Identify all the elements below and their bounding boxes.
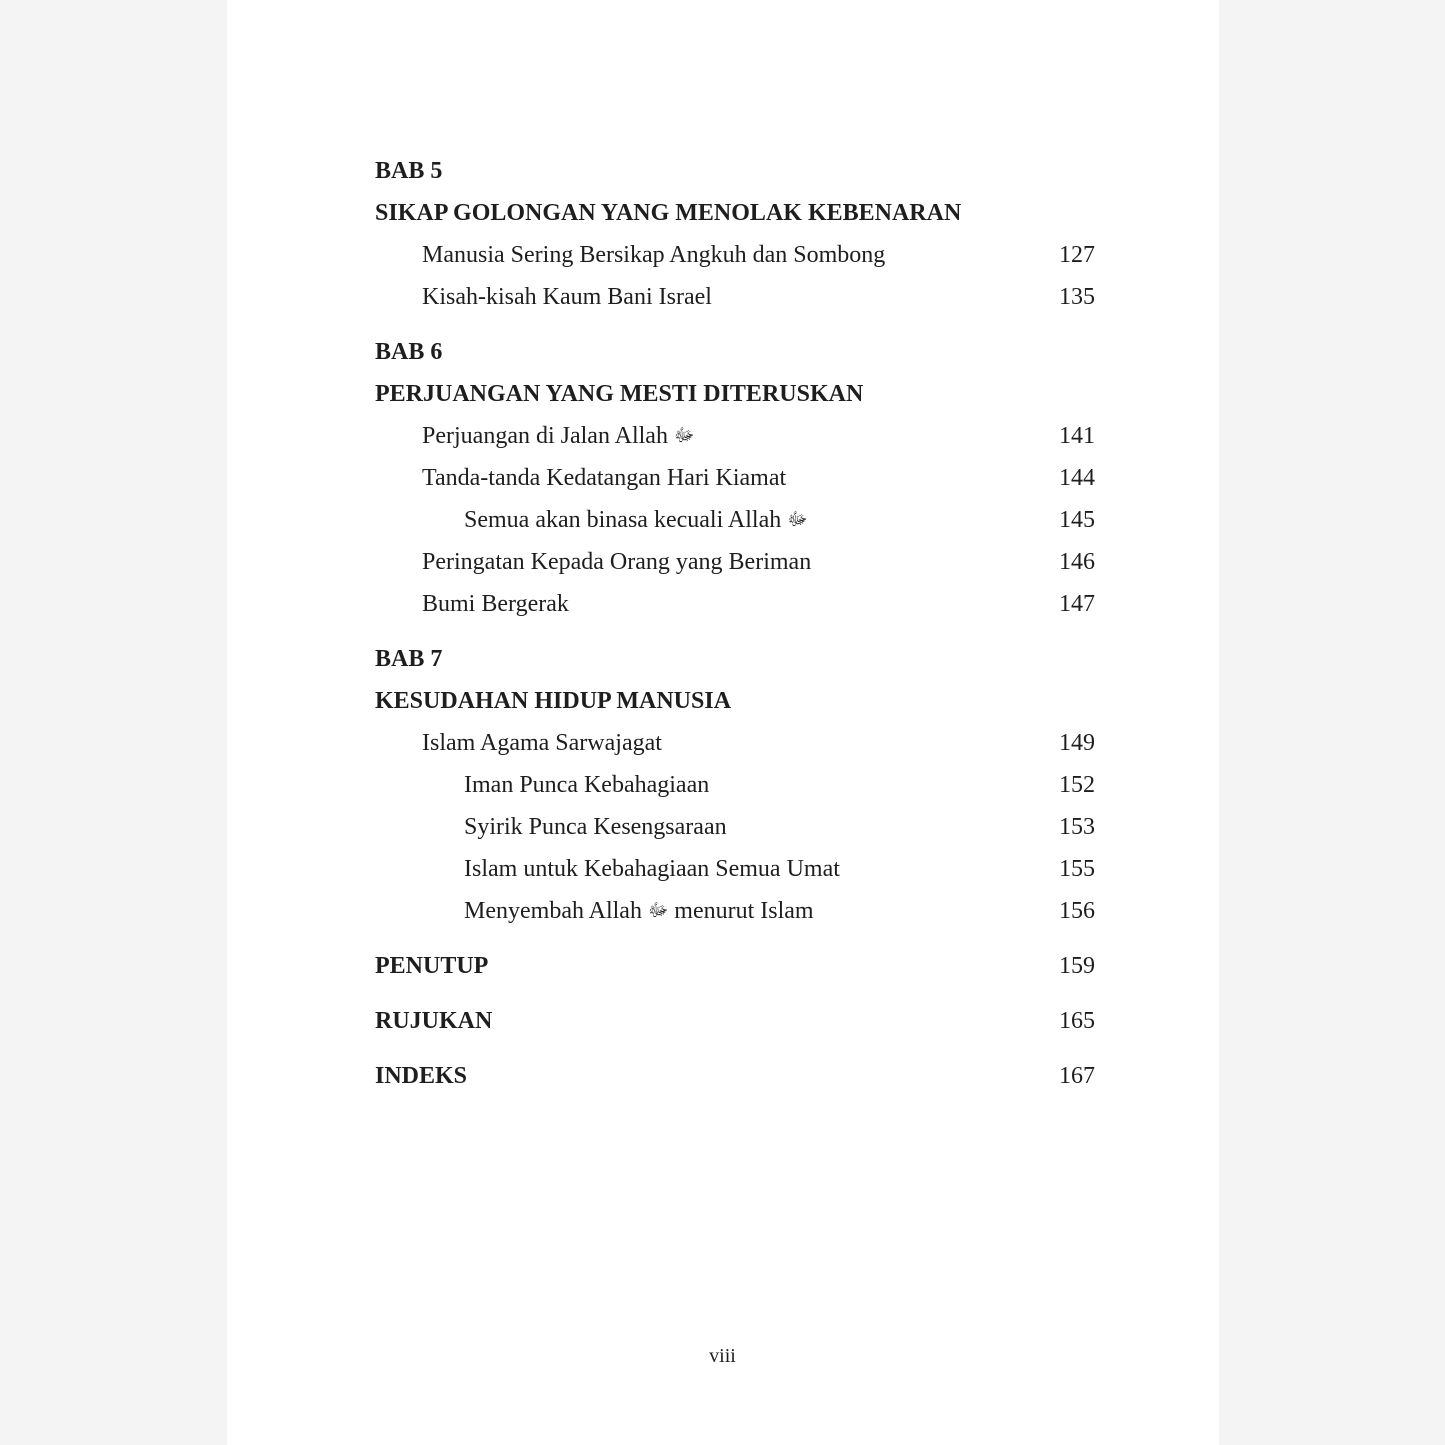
chapter-label-text: BAB 7	[375, 646, 443, 672]
chapter-title	[375, 680, 1095, 722]
toc-entry-page: 135	[1059, 284, 1095, 310]
toc-section-penutup[interactable]	[375, 945, 1095, 987]
chapter-title-text: KESUDAHAN HIDUP MANUSIA	[375, 688, 732, 714]
toc-entry-page: 146	[1059, 549, 1095, 575]
toc-entry-text: Kisah-kisah Kaum Bani Israel	[422, 284, 712, 310]
toc-section-text: PENUTUP	[375, 953, 489, 979]
toc-entry[interactable]	[375, 457, 1095, 499]
chapter-label	[375, 331, 1095, 373]
toc-entry-text: Islam untuk Kebahagiaan Semua Umat	[464, 856, 840, 882]
toc-entry-page: 149	[1059, 730, 1095, 756]
toc-entry[interactable]	[375, 234, 1095, 276]
toc-entry-page: 159	[1059, 953, 1095, 979]
chapter-label	[375, 638, 1095, 680]
honorific-symbol-icon: ﷻ	[787, 509, 808, 530]
table-of-contents	[375, 150, 1095, 1097]
toc-entry-page: 144	[1059, 465, 1095, 491]
toc-subentry[interactable]	[375, 499, 1095, 541]
chapter-title	[375, 192, 1095, 234]
honorific-symbol-icon: ﷻ	[647, 900, 669, 921]
toc-entry[interactable]	[375, 583, 1095, 625]
toc-entry-text: Manusia Sering Bersikap Angkuh dan Sombong	[422, 242, 886, 268]
toc-entry-text: Bumi Bergerak	[422, 591, 569, 617]
toc-entry-page: 127	[1059, 242, 1095, 268]
toc-section-text: INDEKS	[375, 1063, 468, 1089]
toc-subentry[interactable]	[375, 764, 1095, 806]
chapter-label	[375, 150, 1095, 192]
toc-entry-page: 165	[1059, 1008, 1095, 1034]
toc-entry-page: 155	[1059, 856, 1095, 882]
toc-entry-text: Iman Punca Kebahagiaan	[464, 772, 710, 798]
toc-entry-page: 152	[1059, 772, 1095, 798]
toc-entry-page: 153	[1059, 814, 1095, 840]
chapter-label-text: BAB 5	[375, 158, 443, 184]
toc-entry[interactable]	[375, 541, 1095, 583]
toc-entry-page: 145	[1059, 507, 1095, 533]
chapter-title-text: SIKAP GOLONGAN YANG MENOLAK KEBENARAN	[375, 200, 962, 226]
toc-entry-text: Tanda-tanda Kedatangan Hari Kiamat	[422, 465, 787, 491]
toc-entry[interactable]	[375, 415, 1095, 457]
toc-section-text: RUJUKAN	[375, 1008, 493, 1034]
toc-entry-text: Syirik Punca Kesengsaraan	[464, 814, 727, 840]
toc-entry-text: Peringatan Kepada Orang yang Beriman	[422, 549, 812, 575]
toc-entry-page: 141	[1059, 423, 1095, 449]
toc-entry[interactable]	[375, 276, 1095, 318]
toc-entry-text-after: menurut Islam	[674, 898, 814, 924]
honorific-symbol-icon: ﷻ	[673, 425, 695, 446]
toc-entry-page: 156	[1059, 898, 1095, 924]
toc-subentry[interactable]	[375, 848, 1095, 890]
toc-entry[interactable]	[375, 722, 1095, 764]
chapter-title	[375, 373, 1095, 415]
toc-section-rujukan[interactable]	[375, 1000, 1095, 1042]
toc-entry-text: Perjuangan di Jalan Allah	[422, 423, 668, 449]
toc-entry-page: 167	[1059, 1063, 1095, 1089]
toc-entry-text: Semua akan binasa kecuali Allah	[464, 507, 782, 533]
toc-section-indeks[interactable]	[375, 1055, 1095, 1097]
toc-subentry[interactable]	[375, 890, 1095, 932]
toc-entry-text: Menyembah Allah	[464, 898, 642, 924]
chapter-label-text: BAB 6	[375, 339, 443, 365]
chapter-title-text: PERJUANGAN YANG MESTI DITERUSKAN	[375, 381, 864, 407]
toc-subentry[interactable]	[375, 806, 1095, 848]
toc-entry-text: Islam Agama Sarwajagat	[422, 730, 662, 756]
page-number: viii	[709, 1345, 736, 1367]
toc-entry-page: 147	[1059, 591, 1095, 617]
